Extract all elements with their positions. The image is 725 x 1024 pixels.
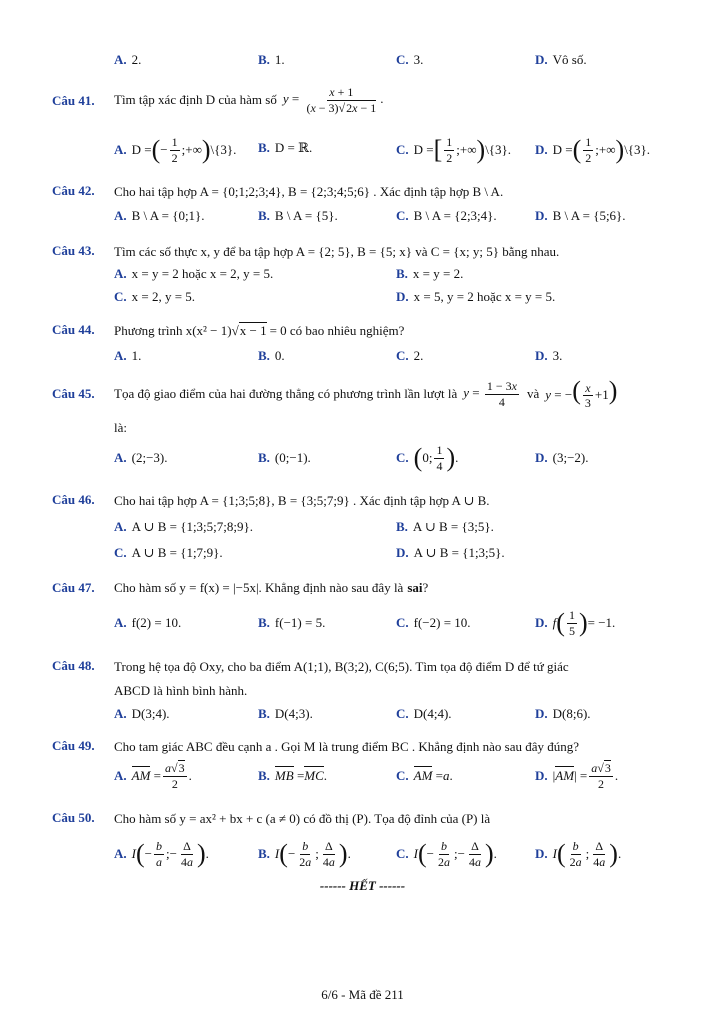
q49-question: Cho tam giác ABC đều cạnh a . Gọi M là trung điểm BC . Khẳng định nào sau đây đúng? [114,739,580,754]
q46-option-a: A. A ∪ B = {1;3;5;7;8;9}. [114,519,253,534]
q48-option-a: A. D(3;4). [114,706,170,721]
q43-option-d: D. x = 5, y = 2 hoặc x = y = 5. [396,289,556,304]
q46-question: Cho hai tập hợp A = {1;3;5;8}, B = {3;5;7;9} . Xác định tập hợp A ∪ B. [114,493,490,508]
q45-tail: là: [114,420,127,435]
q44-option-d: D. 3. [535,348,563,363]
q41-function: y = $\frac{x + 1}{(x - 3)√2x - 1}$ . [282,84,384,115]
end-marker: ------ HẾT ------ [319,878,406,893]
q40-option-c: C. 3. [396,52,424,67]
q48-question-line2: ABCD là hình bình hành. [114,683,248,698]
q49-option-b: B. MB = MC . [258,768,328,783]
q49-option-d: D. | AM | = $\frac{a√3}{2}$ . [535,760,619,791]
q50-option-a: A. I ( − $\frac{b}{a}$ ;− $\frac{\Delta}{4a}$ ) . [114,838,209,869]
q43-number: Câu 43. [52,243,95,258]
q41-option-a: A. D = ( − $\frac{1}{2}$ ;+∞ ) \{3}. [114,134,237,165]
q44-number: Câu 44. [52,322,95,337]
q43-question: Tìm các số thực x, y để ba tập hợp A = {2; 5}, B = {5; x} và C = {x; y; 5} bằng nhau. [114,244,560,259]
q50-option-b: B. I ( − $\frac{b}{2a}$ ; $\frac{\Delta}{4a}$ ) . [258,838,351,869]
q48-number: Câu 48. [52,658,95,673]
q48-option-d: D. D(8;6). [535,706,591,721]
q43-option-a: A. x = y = 2 hoặc x = 2, y = 5. [114,266,274,281]
q50-option-c: C. I ( − $\frac{b}{2a}$ ;− $\frac{\Delta}{4a}$ ) . [396,838,497,869]
page-footer: 6/6 - Mã đề 211 [321,987,404,1002]
q50-question: Cho hàm số y = ax² + bx + c (a ≠ 0) có đồ thị (P). Tọa độ đỉnh của (P) là [114,811,491,826]
q47-option-d: D. f ( $\frac{1}{5}$ ) = −1. [535,607,616,638]
q47-number: Câu 47. [52,580,95,595]
q49-option-c: C. AM = a . [396,768,453,783]
q50-option-d: D. I ( $\frac{b}{2a}$ ; $\frac{\Delta}{4a}$ ) . [535,838,622,869]
q40-option-b: B. 1. [258,52,285,67]
q42-option-a: A. B \ A = {0;1}. [114,208,205,223]
q47-question: Cho hàm số y = f(x) = |−5x|. Khẳng định nào sau đây là sai ? [114,580,429,595]
q47-option-c: C. f(−2) = 10. [396,615,471,630]
q44-option-c: C. 2. [396,348,424,363]
q42-question: Cho hai tập hợp A = {0;1;2;3;4}, B = {2;3;4;5;6} . Xác định tập hợp B \ A. [114,184,504,199]
q45-option-b: B. (0;−1). [258,450,311,465]
q46-number: Câu 46. [52,492,95,507]
q48-option-c: C. D(4;4). [396,706,452,721]
q46-option-b: B. A ∪ B = {3;5}. [396,519,494,534]
q45-option-a: A. (2;−3). [114,450,168,465]
q45-number: Câu 45. [52,386,95,401]
q43-option-b: B. x = y = 2. [396,266,464,281]
q42-option-c: C. B \ A = {2;3;4}. [396,208,497,223]
q41-number: Câu 41. [52,93,95,108]
q48-option-b: B. D(4;3). [258,706,313,721]
q41-option-c: C. D = [ $\frac{1}{2}$ ;+∞ ) \{3}. [396,134,512,165]
q50-number: Câu 50. [52,810,95,825]
q42-option-b: B. B \ A = {5}. [258,208,338,223]
q49-option-a: A. AM = $\frac{a√3}{2}$ . [114,760,192,791]
q47-option-b: B. f(−1) = 5. [258,615,326,630]
q43-option-c: C. x = 2, y = 5. [114,289,196,304]
q42-number: Câu 42. [52,183,95,198]
q46-option-c: C. A ∪ B = {1;7;9}. [114,545,223,560]
q44-question: Phương trình x(x² − 1) √ x − 1 = 0 có bao nhiêu nghiệm? [114,322,405,338]
q45-question: Tọa độ giao điểm của hai đường thẳng có phương trình lần lượt là y = $\frac{1 - 3x}{4}$ và y = −( $\frac{x}{3}$ +1) [114,375,618,411]
q48-question: Trong hệ tọa độ Oxy, cho ba điểm A(1;1), B(3;2), C(6;5). Tìm tọa độ điểm D để tứ giác [114,659,569,674]
q41-question: Tìm tập xác định D của hàm số y = $\frac{x + 1}{(x - 3)√2x - 1}$ . [114,84,384,115]
q41-option-d: D. D = ( $\frac{1}{2}$ ;+∞ ) \{3}. [535,134,651,165]
q41-option-b: B. D = ℝ. [258,140,313,155]
q49-number: Câu 49. [52,738,95,753]
q47-option-a: A. f(2) = 10. [114,615,182,630]
q42-option-d: D. B \ A = {5;6}. [535,208,626,223]
q44-option-b: B. 0. [258,348,285,363]
q46-option-d: D. A ∪ B = {1;3;5}. [396,545,505,560]
q45-option-d: D. (3;−2). [535,450,589,465]
q44-option-a: A. 1. [114,348,142,363]
q40-option-d: D. Vô số. [535,52,587,67]
q40-option-a: A. 2. [114,52,142,67]
q45-option-c: C. ( 0; $\frac{1}{4}$ ) . [396,442,459,473]
